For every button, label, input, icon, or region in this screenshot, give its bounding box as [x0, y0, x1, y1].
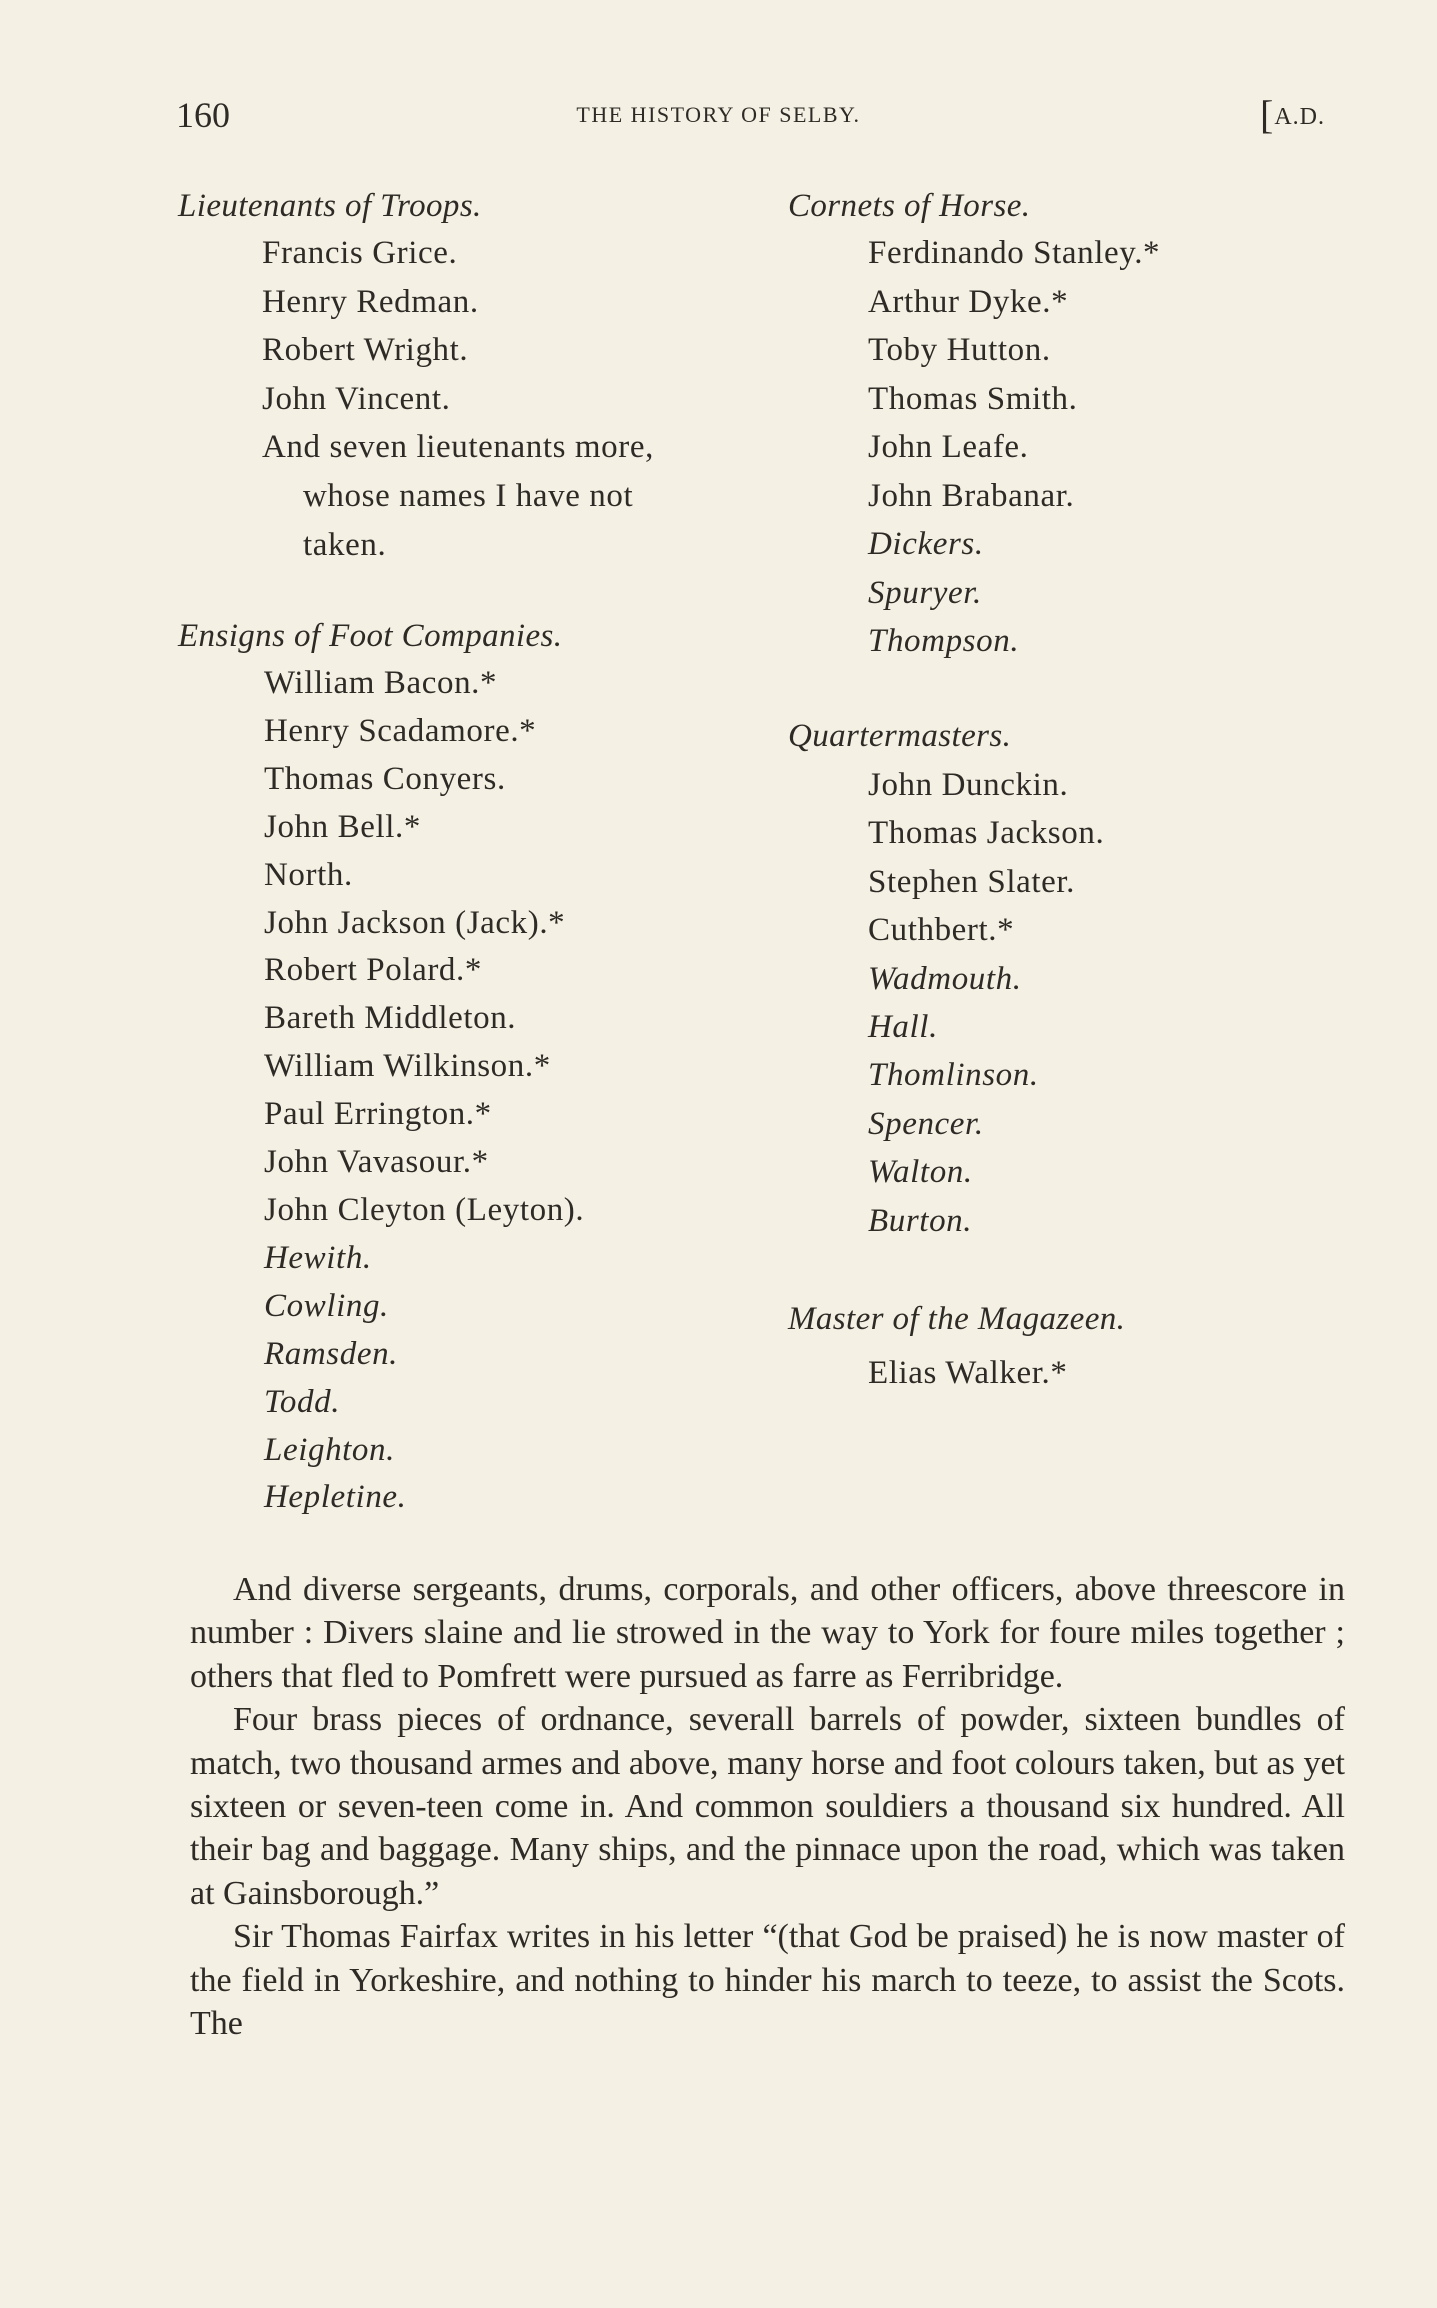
list-item: Walton. — [868, 1154, 973, 1191]
cornets-list — [868, 229, 1160, 666]
list-item: John Brabanar. — [868, 477, 1075, 514]
list-item: Burton. — [868, 1202, 973, 1239]
list-item: Arthur Dyke.* — [868, 283, 1069, 320]
list-item: William Bacon.* — [264, 665, 498, 701]
list-item: Ferdinando Stanley.* — [868, 235, 1161, 271]
list-item: Henry Scadamore.* — [264, 712, 537, 749]
list-item: taken. — [303, 526, 387, 563]
list-item: Henry Redman. — [262, 283, 479, 320]
list-item: Wadmouth. — [868, 960, 1022, 997]
list-item: Todd. — [264, 1383, 341, 1420]
page-number: 160 — [176, 95, 230, 135]
list-item: Thomas Smith. — [868, 380, 1078, 417]
list-item: Hepletine. — [264, 1479, 407, 1516]
list-item: Elias Walker.* — [868, 1355, 1068, 1391]
list-item: Thompson. — [868, 623, 1020, 659]
paragraph: Four brass pieces of ordnance, severall barrels of powder, sixteen bundles of match, two thousand armes and above, many horse and foot colours taken, but as yet sixteen or seven-teen come in. And common souldiers a thousand six hundred. All their bag and baggage. Many ships, and the pinnace upon the road, which was taken at Gainsborough.” — [190, 1701, 1345, 1912]
ensigns-list — [264, 660, 584, 1522]
list-item: Thomas Jackson. — [868, 815, 1105, 852]
side-note-text: A.D. — [1274, 104, 1325, 130]
list-item: Stephen Slater. — [868, 863, 1075, 900]
lieutenants-heading: Lieutenants of Troops. — [178, 188, 482, 224]
list-item: Toby Hutton. — [868, 332, 1051, 368]
list-item: Cowling. — [264, 1287, 389, 1324]
list-item: William Wilkinson.* — [264, 1048, 551, 1085]
ensigns-heading: Ensigns of Foot Companies. — [178, 618, 563, 654]
list-item: John Dunckin. — [868, 767, 1069, 803]
quartermasters-list — [868, 761, 1104, 1245]
list-item: Thomlinson. — [868, 1057, 1039, 1094]
magazeen-heading: Master of the Magazeen. — [788, 1301, 1126, 1337]
list-item: John Bell.* — [264, 808, 421, 845]
list-item: Hewith. — [264, 1239, 372, 1276]
paragraph: And diverse sergeants, drums, corporals, and other officers, above threescore in number : Divers slaine and lie strowed in the way to York for foure miles together ; others that fled to Pomfrett were pursued as farre as Ferribridge. — [190, 1571, 1345, 1695]
list-item: John Vavasour.* — [264, 1144, 489, 1181]
list-item: Paul Errington.* — [264, 1096, 492, 1133]
list-item: Leighton. — [264, 1431, 395, 1468]
list-item: North. — [264, 856, 353, 893]
quartermasters-heading: Quartermasters. — [788, 718, 1012, 754]
list-item: And seven lieutenants more, — [262, 429, 654, 466]
list-item: Bareth Middleton. — [264, 1000, 517, 1037]
list-item: Cuthbert.* — [868, 912, 1015, 949]
list-item: Hall. — [868, 1009, 938, 1046]
list-item: Robert Polard.* — [264, 952, 482, 989]
running-title: THE HISTORY OF SELBY. — [576, 102, 861, 127]
list-item: Francis Grice. — [262, 235, 458, 271]
paragraph: Sir Thomas Fairfax writes in his letter “(that God be praised) he is now master of the field in Yorkeshire, and nothing to hinder his march to teeze, to assist the Scots. The — [190, 1918, 1345, 2043]
list-item: whose names I have not — [303, 477, 634, 514]
list-item: John Leafe. — [868, 429, 1029, 465]
magazeen-list — [868, 1349, 1067, 1397]
list-item: Spencer. — [868, 1105, 984, 1142]
list-item: Spuryer. — [868, 574, 982, 611]
cornets-heading: Cornets of Horse. — [788, 188, 1031, 224]
list-item: John Vincent. — [262, 380, 451, 417]
list-item: Robert Wright. — [262, 332, 469, 369]
list-item: Ramsden. — [264, 1335, 399, 1372]
list-item: John Cleyton (Leyton). — [264, 1191, 585, 1228]
side-note: [A.D. — [1260, 92, 1325, 137]
lieutenants-list — [262, 229, 654, 569]
list-item: Dickers. — [868, 526, 984, 562]
body-text — [190, 1568, 1345, 2045]
list-item: Thomas Conyers. — [264, 760, 506, 797]
list-item: John Jackson (Jack).* — [264, 904, 566, 941]
